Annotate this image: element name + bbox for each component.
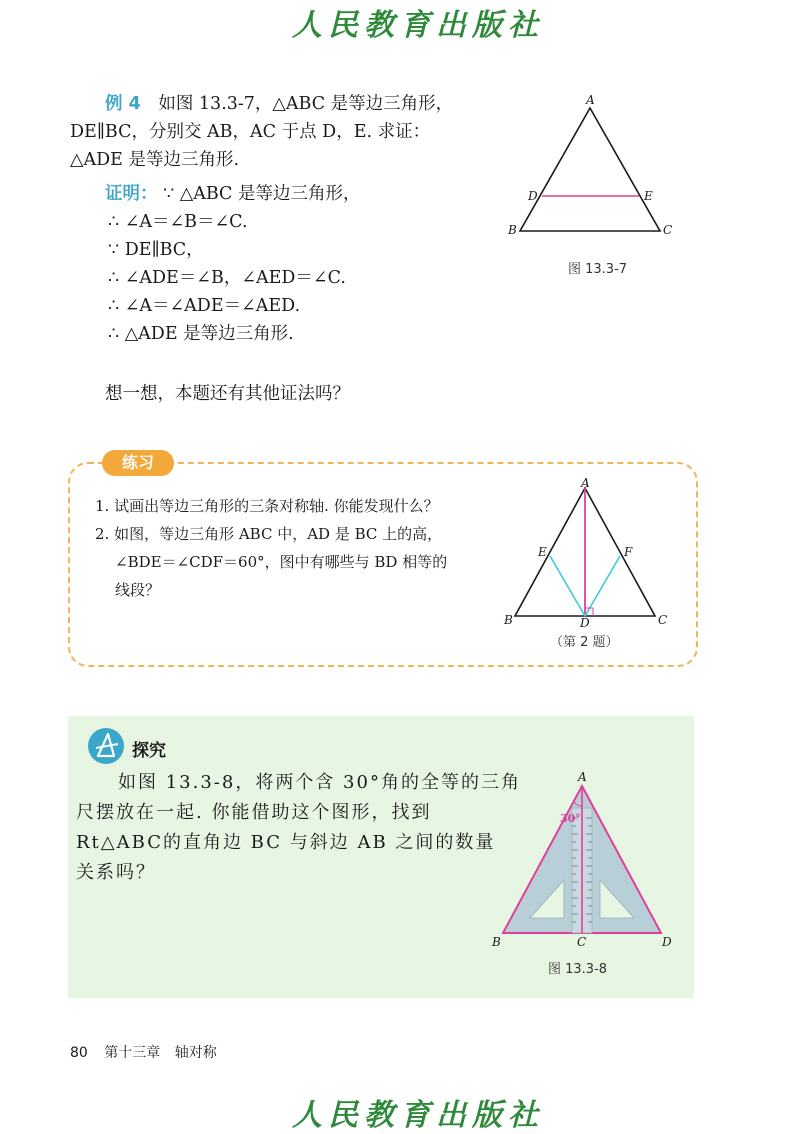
publisher-watermark-bottom: 人民教育出版社 (292, 1098, 544, 1133)
proof-line-4: ∴ ∠ADE＝∠B，∠AED＝∠C. (108, 268, 346, 288)
proof-line-5: ∴ ∠A＝∠ADE＝∠AED. (108, 296, 301, 316)
exercise-q2-line2: ∠BDE＝∠CDF＝60°，图中有哪些与 BD 相等的 (115, 553, 448, 571)
proof-line-3: ∵ DE∥BC， (108, 240, 204, 260)
publisher-watermark-top: 人民教育出版社 (292, 8, 544, 43)
explore-title: 探究 (132, 741, 166, 761)
example-line-3: △ADE 是等边三角形. (70, 150, 240, 170)
label-c-3: C (577, 935, 587, 949)
segment-de-2 (550, 556, 585, 616)
angle-30-label: 30° (560, 812, 581, 825)
chapter-number: 第十三章 (104, 1045, 161, 1061)
exercise-tag: 练习 (102, 450, 174, 476)
label-b: B (508, 223, 517, 237)
figure-13-3-7 (500, 90, 690, 240)
label-c-2: C (658, 613, 668, 627)
figure-13-3-8 (490, 768, 690, 953)
figure1-caption: 图 13.3-7 (568, 262, 628, 277)
figure3-caption: 图 13.3-8 (548, 962, 608, 977)
example-line-2: DE∥BC，分别交 AB，AC 于点 D，E. 求证： (70, 122, 431, 142)
label-d-3: D (662, 935, 672, 949)
chapter-title: 轴对称 (174, 1045, 217, 1061)
label-a-2: A (581, 478, 590, 490)
explore-line-4: 关系吗？ (76, 862, 156, 883)
explore-line-1: 如图 13.3-8，将两个含 30°角的全等的三角 (118, 772, 521, 793)
example-label: 例 4 (105, 94, 141, 114)
label-d: D (528, 189, 538, 203)
exercise-figure (500, 478, 680, 628)
label-e-2: E (538, 545, 547, 559)
label-d-2: D (580, 616, 590, 628)
label-b-3: B (492, 935, 501, 949)
page-footer (70, 1042, 217, 1062)
think-question: 想一想，本题还有其他证法吗？ (105, 384, 350, 404)
proof-line-2: ∴ ∠A＝∠B＝∠C. (108, 212, 248, 232)
label-f: F (624, 545, 633, 559)
explore-line-2: 尺摆放在一起. 你能借助这个图形，找到 (76, 802, 432, 823)
proof-line-1: 证明： ∵ △ABC 是等边三角形， (105, 184, 361, 204)
proof-label: 证明： (105, 184, 158, 204)
exercise-q2-line3: 线段？ (115, 581, 161, 599)
proof-line-6: ∴ △ADE 是等边三角形. (108, 324, 294, 344)
page-number: 80 (70, 1045, 88, 1061)
label-c: C (663, 223, 673, 237)
explore-line-3: Rt△ABC的直角边 BC 与斜边 AB 之间的数量 (76, 832, 496, 853)
label-b-2: B (504, 613, 513, 627)
exercise-q2-line1: 2. 如图，等边三角形 ABC 中，AD 是 BC 上的高， (95, 525, 443, 543)
segment-df (585, 556, 620, 616)
label-a: A (586, 93, 595, 107)
explore-icon (86, 726, 126, 766)
example-line-1: 例 4 如图 13.3-7，△ABC 是等边三角形， (105, 94, 454, 114)
exercise-q1: 1. 试画出等边三角形的三条对称轴. 你能发现什么？ (95, 497, 439, 515)
triangle-abc (520, 108, 660, 231)
label-a-3: A (578, 770, 587, 784)
label-e: E (644, 189, 653, 203)
exercise-figure-caption: （第 2 题） (550, 635, 619, 650)
